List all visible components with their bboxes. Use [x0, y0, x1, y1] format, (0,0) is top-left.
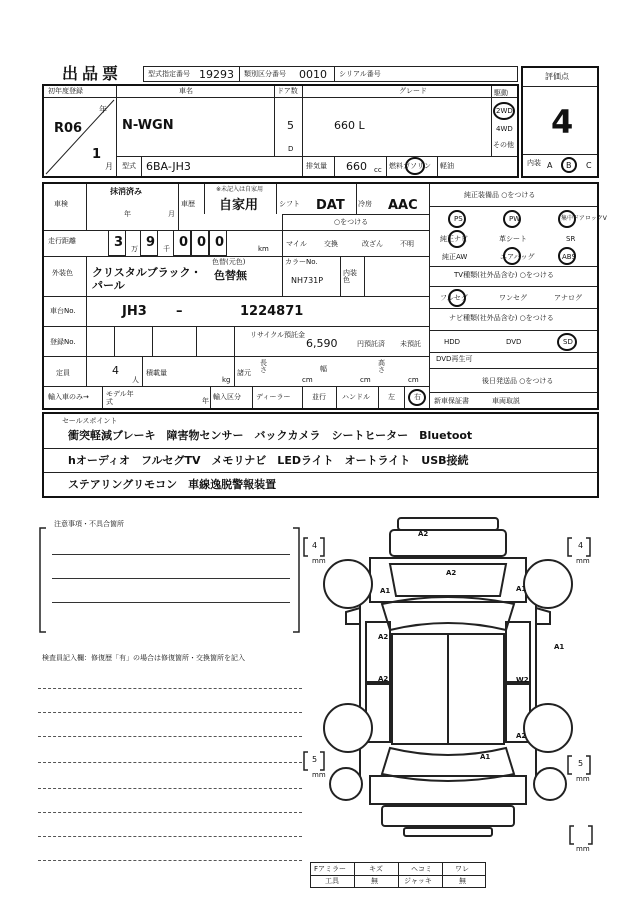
tire-brackets [300, 536, 600, 854]
navi-sd: SD [563, 338, 573, 346]
sales-points-label: セールスポイント [62, 417, 118, 425]
history-label: 車歴 [181, 200, 195, 208]
legend-row-3: ジャッキ [404, 877, 432, 885]
score-label: 評価点 [545, 72, 569, 81]
height-label: 高さ [378, 359, 385, 374]
parallel-label: 並行 [312, 393, 326, 401]
mileage-digit-2: 9 [146, 235, 156, 250]
mileage-digit-5: 0 [215, 235, 225, 250]
drive-other: その他 [493, 141, 514, 149]
reg-no-label: 登録No. [50, 338, 76, 346]
caution-line-1 [52, 554, 290, 555]
interior-label: 内装 [527, 159, 541, 167]
mark-right-door-front: A1 [554, 643, 565, 651]
color-change-value: 色替無 [214, 269, 247, 282]
plate-label: 車検 [54, 200, 68, 208]
inspector-line-1 [38, 688, 302, 689]
inspector-line-4 [38, 762, 302, 763]
opt-ps: PS [454, 215, 463, 223]
mark-hood: A2 [446, 569, 457, 577]
recycle-unpaid: 未預託 [400, 340, 421, 348]
meter-unknown: 不明 [400, 240, 414, 248]
mileage-label: 走行距離 [48, 237, 76, 245]
header-number-row [143, 66, 518, 82]
class-no-label: 類別区分番号 [244, 70, 286, 78]
grade-value: 660 L [334, 119, 365, 132]
meter-tampered: 改ざん [362, 240, 383, 248]
opt-pw: PW [509, 215, 521, 223]
meter-exchange: 交換 [324, 240, 338, 248]
dvd-label: DVD再生可 [436, 355, 473, 363]
inspector-line-3 [38, 736, 302, 737]
man-unit: 万 [131, 245, 138, 253]
opt-airbag: エアバッグ [500, 253, 535, 261]
sales-line-2: hオーディオ フルセグTV メモリナビ LEDライト オートライト USB接続 [68, 454, 469, 467]
interior-b: B [566, 161, 572, 170]
doors-value: 5 [287, 119, 294, 132]
handle-right-circle [408, 389, 426, 406]
navi-dvd: DVD [506, 338, 522, 346]
handle-right: 右 [414, 393, 421, 401]
light-oil-label: 軽油 [440, 162, 454, 170]
tire-front-left: 4 [312, 541, 318, 550]
opt-pw-circle [503, 210, 521, 228]
recycle-label: リサイクル預託金 [250, 331, 306, 339]
score-value: 4 [551, 103, 574, 141]
opt-ps-circle [448, 210, 466, 228]
navi-hdd: HDD [444, 338, 461, 346]
tire-rear-left-unit: mm [312, 771, 326, 779]
year-unit: 年 [99, 105, 107, 114]
tire-rear-left: 5 [312, 755, 318, 764]
dims-label: 諸元 [237, 369, 251, 377]
tv-fullseg-circle [448, 289, 466, 307]
chassis-dash: – [176, 304, 183, 319]
mileage-digit-1: 3 [114, 235, 124, 250]
later-warranty: 新車保証書 [434, 397, 469, 405]
legend-row-4: 無 [459, 877, 466, 885]
chassis-prefix: JH3 [122, 304, 147, 319]
mark-right-rear: A2 [516, 732, 527, 740]
load-label: 積載量 [146, 369, 167, 377]
tire-front-right-unit: mm [576, 557, 590, 565]
caution-line-2 [52, 578, 290, 579]
inspector-line-2 [38, 712, 302, 713]
inspector-line-6 [38, 812, 302, 813]
displacement-unit: cc [374, 166, 382, 174]
model-value: 6BA-JH3 [146, 160, 191, 173]
meter-mile: マイル [286, 240, 307, 248]
later-title: 後日発送品 ○をつける [482, 377, 554, 385]
width-label: 幅 [320, 365, 327, 373]
capacity-value: 4 [112, 364, 119, 377]
color-label: 外装色 [52, 269, 73, 277]
inspector-line-7 [38, 836, 302, 837]
mark-rear: A1 [480, 753, 491, 761]
shift-label: シフト [279, 200, 300, 208]
mark-left-door-rear: A2 [378, 675, 389, 683]
km-unit: km [258, 245, 269, 253]
plate-status: 抹消済み [110, 187, 142, 196]
caution-line-3 [52, 602, 290, 603]
vehicle-details-block [42, 182, 607, 410]
model-year-label: モデル年式 [106, 390, 134, 406]
fuel-label: 燃料 [389, 162, 403, 170]
color-value: クリスタルブラック・パール [92, 266, 202, 292]
dealer-label: ディーラー [256, 393, 291, 401]
plate-year-unit: 年 [124, 210, 131, 218]
sen-unit: 千 [163, 245, 170, 253]
sales-line-3: ステアリングリモコン 車線逸脱警報装置 [68, 478, 277, 491]
inspector-label: 検査員記入欄：修復歴「有」の場合は修復箇所・交換箇所を記入 [42, 654, 245, 662]
legend-table [310, 862, 486, 888]
tire-rear-right-unit: mm [576, 775, 590, 783]
sales-points-block [42, 412, 599, 498]
legend-header-2: キズ [369, 865, 383, 873]
history-note: ※未記入は自家用 [216, 186, 264, 193]
ac-label: 冷房 [358, 200, 372, 208]
mark-right-door-rear: W2 [516, 676, 529, 684]
capacity-unit: 人 [132, 376, 139, 384]
interior-c: C [586, 161, 592, 170]
tire-front-right: 4 [578, 541, 584, 550]
month-value: 1 [92, 147, 102, 162]
grade-label: グレード [399, 87, 427, 95]
opt-airbag-circle [503, 247, 521, 265]
class-no-value: 0010 [299, 68, 327, 81]
legend-header-3: ヘコミ [411, 865, 432, 873]
car-name-value: N-WGN [122, 118, 174, 133]
length-label: 長さ [260, 359, 267, 374]
drive-2wd-circle [493, 102, 515, 120]
import-cat-label: 輸入区分 [213, 393, 241, 401]
history-value: 自家用 [219, 198, 259, 213]
chassis-label: 車台No. [50, 307, 76, 315]
interior-color-label: 内装色 [343, 269, 357, 284]
width-unit: cm [360, 376, 371, 384]
model-label: 型式 [122, 162, 136, 170]
chassis-number: 1224871 [240, 304, 304, 319]
sales-line-1: 衝突軽減ブレーキ 障害物センサー バックカメラ シートヒーター Bluetoot [68, 429, 473, 442]
fuel-circle [405, 157, 425, 175]
height-unit: cm [408, 376, 419, 384]
car-name-label: 車名 [179, 87, 193, 95]
opt-doorlock-circle [558, 210, 576, 228]
opt-aw: 純正AW [442, 253, 468, 261]
capacity-label: 定員 [56, 369, 70, 377]
recycle-value: 6,590 [306, 337, 338, 350]
mark-right-front: A1 [516, 585, 527, 593]
doors-unit: D [288, 145, 294, 153]
caution-label: 注意事項・不具合箇所 [54, 520, 124, 528]
mark-left-door-front: A2 [378, 633, 389, 641]
color-no-label: カラーNo. [285, 258, 318, 266]
ac-value: AAC [388, 198, 418, 213]
opt-navi: 純正ナビ [440, 235, 468, 243]
inspector-line-5 [38, 788, 302, 789]
tire-spare-unit: mm [576, 845, 590, 853]
score-box [521, 66, 599, 178]
form-no-value: 19293 [199, 68, 234, 81]
opt-leather: 革シート [499, 235, 527, 243]
month-unit: 月 [105, 162, 113, 171]
handle-label: ハンドル [342, 393, 370, 401]
mark-left-front: A1 [380, 587, 391, 595]
model-year-unit: 年 [202, 397, 209, 405]
load-unit: kg [222, 376, 231, 384]
serial-label: シリアル番号 [339, 70, 381, 78]
import-label: 輸入車のみ→ [48, 393, 89, 401]
drive-4wd: 4WD [496, 125, 513, 133]
mileage-digit-3: 0 [179, 235, 189, 250]
interior-b-circle [561, 157, 577, 173]
meter-note: ○をつける [334, 218, 369, 226]
form-no-label: 型式指定番号 [148, 70, 190, 78]
legend-row-1: 工具 [325, 877, 339, 885]
opt-sr: SR [566, 235, 576, 243]
displacement-value: 660 [346, 160, 367, 173]
caution-bracket [38, 526, 303, 636]
tv-title: TV種類(社外品含む) ○をつける [454, 271, 554, 279]
mileage-digit-4: 0 [197, 235, 207, 250]
navi-sd-circle [557, 333, 577, 351]
recycle-unit: 円預託済 [357, 340, 385, 348]
shift-value: DAT [316, 198, 345, 213]
opt-abs-circle [558, 247, 576, 265]
legend-row-2: 無 [371, 877, 378, 885]
tire-rear-right: 5 [578, 759, 584, 768]
fuel-value: ガソリン [403, 162, 431, 170]
plate-month-unit: 月 [168, 210, 175, 218]
opt-navi-circle [448, 230, 466, 248]
tv-oneseg: ワンセグ [499, 294, 527, 302]
drive-label: 駆動 [494, 89, 508, 97]
first-reg-label: 初年度登録 [48, 87, 83, 95]
color-no-value: NH731P [291, 276, 324, 285]
drive-2wd: 2WD [496, 107, 513, 115]
color-change-label: 色替(元色) [212, 258, 246, 266]
tire-front-left-unit: mm [312, 557, 326, 565]
opt-doorlock: 集中ドアロックV [561, 215, 607, 222]
registration-block [42, 84, 519, 178]
navi-title: ナビ種類(社外品含む) ○をつける [449, 314, 554, 322]
inspector-line-8 [38, 860, 302, 861]
legend-header-1: Fアミラー [314, 865, 347, 873]
length-unit: cm [302, 376, 313, 384]
legend-header-4: ワレ [455, 865, 469, 873]
form-title: 出品票 [62, 64, 123, 83]
tv-fullseg: フルセグ [440, 294, 468, 302]
interior-a: A [547, 161, 553, 170]
displacement-label: 排気量 [306, 162, 327, 170]
tv-analog: アナログ [554, 294, 582, 302]
handle-left: 左 [388, 393, 395, 401]
year-value: R06 [54, 121, 83, 136]
genuine-title: 純正装備品 ○をつける [464, 191, 536, 199]
mark-front-bumper: A2 [418, 530, 429, 538]
later-manual: 車両取説 [492, 397, 520, 405]
doors-label: ドア数 [277, 87, 298, 95]
opt-abs: ABS [562, 253, 576, 261]
